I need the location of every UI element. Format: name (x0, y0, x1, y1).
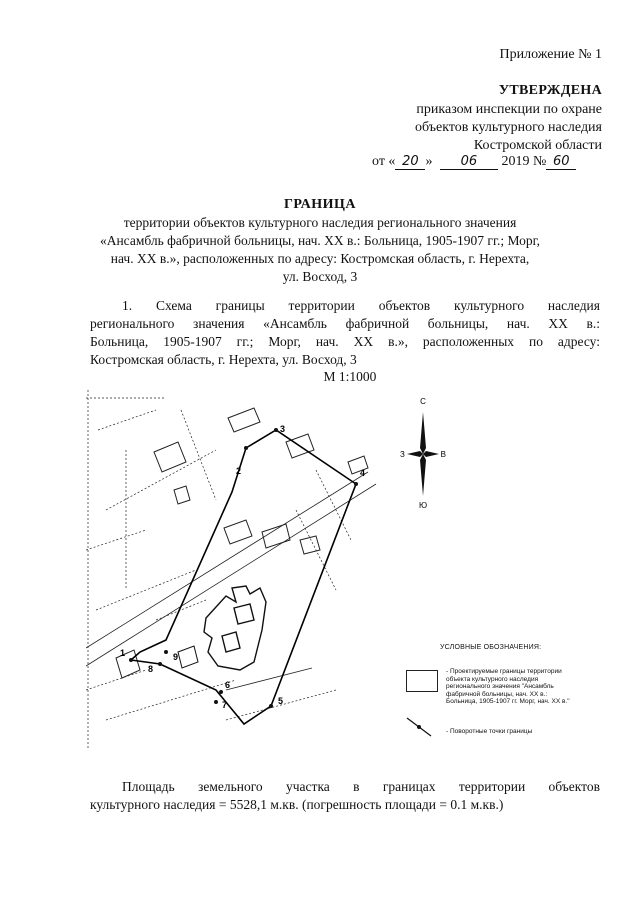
area-line-2: культурного наследия = 5528,1 м.кв. (погрешность площади = 0.1 м.кв.) (90, 797, 504, 812)
title-line-3: нач. XX в.», расположенных по адресу: Костромская область, г. Нерехта, (110, 251, 530, 266)
section-line-4: Костромская область, г. Нерехта, ул. Восход, 3 (90, 352, 357, 367)
compass-north-label: С (420, 397, 426, 406)
approved-label: УТВЕРЖДЕНА (498, 83, 602, 98)
boundary-map (86, 390, 396, 750)
appendix-label: Приложение № 1 (499, 47, 602, 62)
section-line-1: 1. Схема границы территории объектов культурного наследия (122, 298, 600, 313)
legend-boundary-line-5: Больница, 1905-1907 гг. Морг, нач. XX в." (446, 698, 570, 706)
compass-east-label: В (440, 450, 446, 459)
street-lines (86, 472, 376, 690)
point-7-marker (214, 700, 218, 704)
compass-rose (398, 392, 448, 510)
point-label-9: 9 (173, 652, 179, 662)
point-8-marker (158, 662, 162, 666)
section-line-3: Больница, 1905-1907 гг.; Морг, нач. XX в.», расположенных по адресу: (90, 334, 600, 349)
document-title: ГРАНИЦА (283, 197, 357, 212)
point-4-marker (354, 482, 358, 486)
point-label-1: 1 (120, 648, 126, 658)
point-1-marker (129, 658, 133, 662)
area-line-1: Площадь земельного участка в границах территории объектов (122, 779, 600, 794)
point-label-5: 5 (278, 696, 284, 706)
point-label-3: 3 (280, 424, 286, 434)
title-line-1: территории объектов культурного наследия регионального значения (123, 215, 517, 230)
date-month: 06 (440, 155, 498, 170)
approval-line-3: Костромской области (473, 138, 602, 153)
legend-boundary-line-3: регионального значения "Ансамбль (446, 683, 554, 691)
legend-point-symbol (405, 716, 435, 740)
compass-needle-north (420, 412, 426, 454)
legend-boundary-line-1: - Проектируемые границы территории (446, 668, 562, 675)
compass-needle-east (423, 451, 439, 457)
legend-boundary-text (446, 668, 586, 706)
legend-boundary-line-4: фабричной больницы, нач. XX в.: (446, 690, 548, 698)
map-scale: М 1:1000 (323, 369, 377, 384)
point-label-8: 8 (148, 664, 154, 674)
compass-needle-west (407, 451, 423, 457)
date-year-no: 2019 № (501, 154, 547, 169)
point-label-2: 2 (236, 466, 242, 476)
title-line-2: «Ансамбль фабричной больницы, нач. XX в.: Больница, 1905-1907 гг.; Морг, (99, 233, 541, 248)
date-prefix: от « (372, 154, 396, 169)
point-9-marker (164, 650, 168, 654)
order-number: 60 (546, 155, 576, 170)
compass-needle-south (420, 454, 426, 496)
point-5-marker (269, 704, 273, 708)
approval-line-1: приказом инспекции по охране (416, 102, 602, 117)
morgue-building (178, 646, 198, 668)
point-label-6: 6 (225, 680, 231, 690)
legend-point-dot (417, 725, 421, 729)
point-2-marker (244, 446, 248, 450)
compass-south-label: Ю (418, 501, 428, 510)
approval-date (372, 153, 604, 171)
date-day: 20 (395, 155, 425, 170)
title-line-4: ул. Восход, 3 (282, 269, 358, 284)
legend-title: УСЛОВНЫЕ ОБОЗНАЧЕНИЯ: (440, 644, 542, 651)
legend-points-text: - Поворотные точки границы (446, 728, 533, 735)
date-mid: » (425, 154, 433, 169)
point-6-marker (219, 690, 223, 694)
compass-west-label: З (400, 450, 405, 459)
legend-boundary-swatch (406, 670, 438, 692)
legend-boundary-line-2: объекта культурного наследия (446, 675, 539, 683)
neighbor-buildings (116, 408, 368, 678)
hospital-building (204, 586, 266, 670)
point-3-marker (274, 428, 278, 432)
section-line-2: регионального значения «Ансамбль фабричной больницы, нач. XX в.: (90, 316, 600, 331)
approval-line-2: объектов культурного наследия (414, 120, 602, 135)
boundary-point-labels (120, 424, 365, 710)
point-label-4: 4 (360, 468, 366, 478)
point-label-7: 7 (222, 700, 228, 710)
territory-boundary (131, 430, 356, 724)
